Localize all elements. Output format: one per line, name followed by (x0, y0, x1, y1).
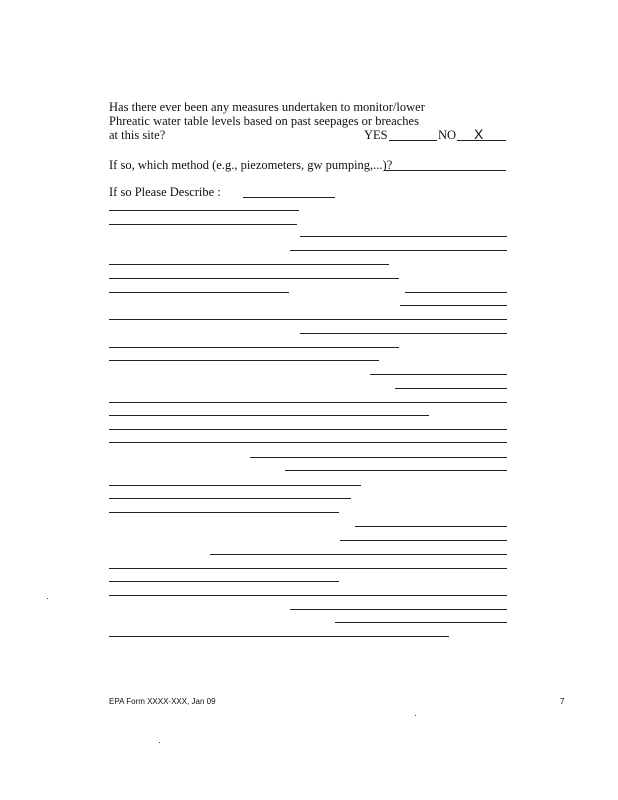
description-line[interactable] (355, 526, 507, 527)
description-line[interactable] (290, 250, 507, 251)
description-line[interactable] (109, 292, 289, 293)
description-line[interactable] (109, 347, 399, 348)
question-line-2: Phreatic water table levels based on past seepages or breaches (109, 114, 419, 128)
scan-speck (159, 742, 160, 743)
description-line[interactable] (340, 540, 507, 541)
description-line[interactable] (370, 374, 507, 375)
describe-label: If so Please Describe : (109, 185, 221, 199)
description-line[interactable] (109, 512, 339, 513)
yes-field[interactable] (389, 140, 437, 141)
description-line[interactable] (250, 457, 507, 458)
description-line[interactable] (290, 609, 507, 610)
description-line[interactable] (335, 622, 507, 623)
describe-field-first[interactable] (243, 197, 335, 198)
description-line[interactable] (285, 470, 507, 471)
method-label: If so, which method (e.g., piezometers, gw pumping,...)? (109, 158, 393, 172)
page-number: 7 (560, 697, 565, 706)
form-id: EPA Form XXXX-XXX, Jan 09 (109, 697, 216, 706)
question-line-1: Has there ever been any measures undertaken to monitor/lower (109, 100, 425, 114)
no-checkmark: X (474, 126, 484, 142)
description-line[interactable] (400, 305, 507, 306)
scan-speck (415, 715, 416, 716)
description-line[interactable] (109, 429, 507, 430)
description-line[interactable] (210, 554, 507, 555)
description-line[interactable] (109, 224, 297, 225)
description-line[interactable] (405, 292, 507, 293)
yes-label: YES (364, 128, 388, 142)
description-line[interactable] (109, 278, 399, 279)
method-field[interactable] (384, 170, 506, 171)
no-label: NO (438, 128, 457, 142)
description-line[interactable] (109, 210, 299, 211)
description-line[interactable] (109, 595, 507, 596)
scan-speck (47, 598, 48, 599)
description-line[interactable] (109, 485, 361, 486)
description-line[interactable] (300, 236, 507, 237)
description-line[interactable] (109, 319, 507, 320)
description-line[interactable] (395, 388, 507, 389)
question-line-3: at this site? (109, 128, 166, 142)
description-line[interactable] (109, 415, 429, 416)
description-line[interactable] (109, 360, 379, 361)
description-line[interactable] (109, 636, 449, 637)
description-line[interactable] (109, 568, 507, 569)
description-line[interactable] (109, 498, 351, 499)
description-line[interactable] (300, 333, 507, 334)
description-line[interactable] (109, 581, 339, 582)
description-line[interactable] (109, 402, 507, 403)
description-line[interactable] (109, 442, 507, 443)
description-line[interactable] (109, 264, 389, 265)
